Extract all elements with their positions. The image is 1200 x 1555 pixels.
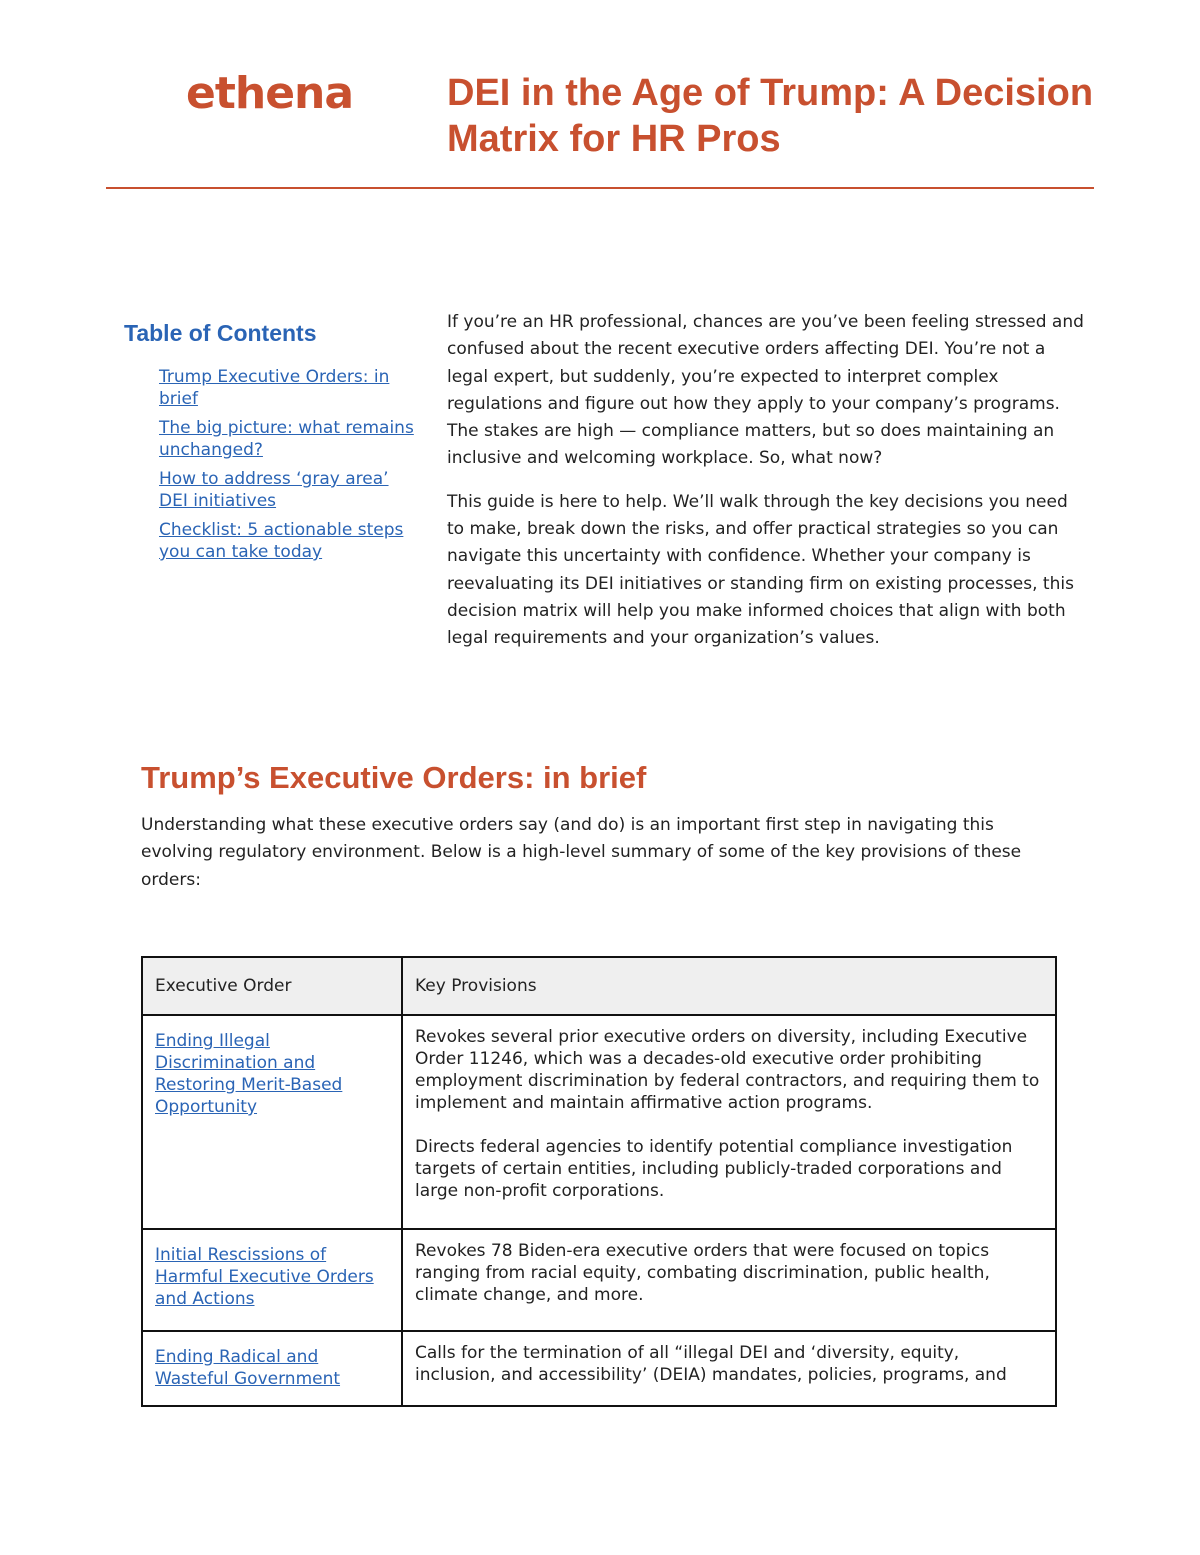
- column-header-provisions: Key Provisions: [402, 957, 1056, 1015]
- header-divider: [106, 187, 1094, 189]
- order-link[interactable]: Ending Illegal Discrimination and Restoring Merit-Based Opportunity: [155, 1031, 343, 1117]
- provision-text: Revokes several prior executive orders on diversity, including Executive Order 11246, which was a decades-old executive order prohibiting employment discrimination by federal contractors, and requiring them to implement and maintain affirmative action programs.: [415, 1027, 1040, 1113]
- toc-link-checklist[interactable]: Checklist: 5 actionable steps you can take today: [159, 520, 404, 562]
- table-row: [142, 1331, 1056, 1406]
- provisions-cell: [402, 1331, 1056, 1406]
- toc-item: [159, 417, 419, 461]
- table-header-row: [142, 957, 1056, 1015]
- intro-paragraph-1: If you’re an HR professional, chances are you’ve been feeling stressed and confused about the recent executive orders affecting DEI. You’re not a legal expert, but suddenly, you’re expected to interpret complex regulations and figure out how they apply to your company’s programs. The stakes are high — compliance matters, but so does maintaining an inclusive and welcoming workplace. So, what now?: [447, 312, 1084, 469]
- intro-text: [447, 309, 1087, 669]
- provisions-cell: [402, 1229, 1056, 1331]
- provision-text: Directs federal agencies to identify potential compliance investigation targets of certain entities, including publicly-traded corporations and large non-profit corporations.: [415, 1137, 1013, 1201]
- table-row: [142, 1229, 1056, 1331]
- toc-link-big-picture[interactable]: The big picture: what remains unchanged?: [159, 418, 414, 460]
- order-link[interactable]: Ending Radical and Wasteful Government: [155, 1347, 341, 1389]
- toc-link-gray-area[interactable]: How to address ‘gray area’ DEI initiatives: [159, 469, 389, 511]
- toc-item: [159, 366, 419, 410]
- order-cell: [142, 1015, 402, 1229]
- toc-item: [159, 519, 419, 563]
- table-row: [142, 1015, 1056, 1229]
- provision-text: Calls for the termination of all “illegal DEI and ‘diversity, equity, inclusion, and accessibility’ (DEIA) mandates, policies, programs, and: [415, 1343, 1007, 1385]
- executive-orders-table: [141, 956, 1057, 1407]
- column-header-order: Executive Order: [142, 957, 402, 1015]
- order-cell: [142, 1331, 402, 1406]
- ethena-logo: ethena: [186, 68, 354, 119]
- intro-paragraph-2: This guide is here to help. We’ll walk through the key decisions you need to make, break down the risks, and offer practical strategies so you can navigate this uncertainty with confidence. Whether your company is reevaluating its DEI initiatives or standing firm on existing processes, this decision matrix will help you make informed choices that align with both legal requirements and your organization’s values.: [447, 491, 1074, 649]
- toc-heading: Table of Contents: [124, 320, 317, 346]
- order-link[interactable]: Initial Rescissions of Harmful Executive Orders and Actions: [155, 1245, 374, 1309]
- order-cell: [142, 1229, 402, 1331]
- table-of-contents: [159, 366, 419, 570]
- provisions-cell: [402, 1015, 1056, 1229]
- document-title: DEI in the Age of Trump: A Decision Matrix for HR Pros: [447, 72, 1094, 160]
- toc-link-executive-orders[interactable]: Trump Executive Orders: in brief: [159, 367, 390, 409]
- section-heading: Trump’s Executive Orders: in brief: [141, 760, 647, 795]
- provision-text: Revokes 78 Biden-era executive orders that were focused on topics ranging from racial equity, combating discrimination, public health, climate change, and more.: [415, 1241, 990, 1305]
- toc-item: [159, 468, 419, 512]
- section-intro-paragraph: Understanding what these executive orders say (and do) is an important first step in navigating this evolving regulatory environment. Below is a high-level summary of some of the key provisions of these orders:: [141, 815, 1022, 890]
